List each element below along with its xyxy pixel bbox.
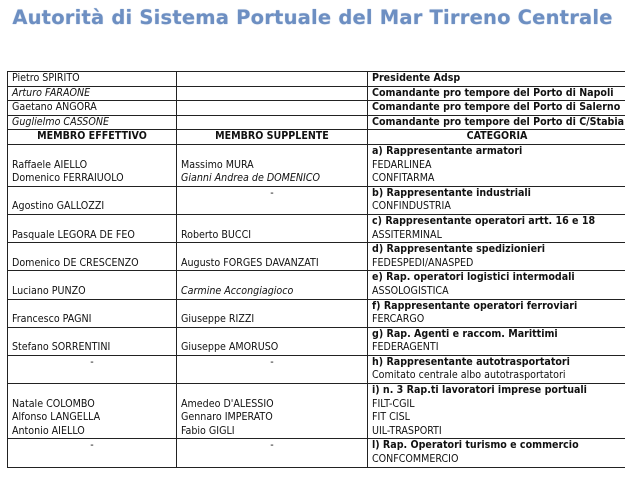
supplente-cell (177, 384, 368, 439)
supplente-cell (177, 243, 368, 271)
table-row (8, 186, 625, 214)
effettivo-cell (8, 243, 177, 271)
table-row (8, 355, 625, 383)
supplente-cell (177, 186, 368, 214)
table-row (8, 86, 625, 101)
category-org: FIT CISL (372, 411, 410, 424)
supplente-cell (177, 271, 368, 299)
category-org: FERCARGO (372, 313, 425, 326)
table-row (8, 101, 625, 116)
member-name: Luciano PUNZO (12, 284, 86, 297)
table-row (8, 439, 625, 467)
category-org: CONFINDUSTRIA (372, 200, 451, 213)
categoria-cell (368, 439, 625, 467)
table-row (8, 72, 625, 87)
empty-cell (177, 115, 368, 130)
table-row (8, 327, 625, 355)
member-name: Antonio AIELLO (12, 424, 85, 437)
member-name: Gaetano ANGORA (8, 101, 177, 116)
supplente-cell (177, 144, 368, 186)
effettivo-cell (8, 144, 177, 186)
member-name: Domenico FERRAIUOLO (12, 172, 124, 185)
member-name: Amedeo D'ALESSIO (181, 397, 274, 410)
category-title: h) Rappresentante autotrasportatori (372, 355, 570, 368)
category-org: ASSOLOGISTICA (372, 284, 449, 297)
category-title: l) Rap. Operatori turismo e commercio (372, 439, 579, 452)
categoria-cell (368, 271, 625, 299)
member-name: Giuseppe AMORUSO (181, 341, 279, 354)
member-name: - (90, 355, 94, 368)
table-row (8, 144, 625, 186)
table-row (8, 243, 625, 271)
member-name: Augusto FORGES DAVANZATI (181, 256, 319, 269)
category-title: b) Rappresentante industriali (372, 186, 531, 199)
effettivo-cell (8, 271, 177, 299)
category-title: f) Rappresentante operatori ferroviari (372, 299, 578, 312)
member-name: Pietro SPIRITO (8, 72, 177, 87)
category-org: FEDESPEDI/ANASPED (372, 256, 474, 269)
member-name: Arturo FARAONE (8, 86, 177, 101)
member-name: Agostino GALLOZZI (12, 200, 105, 213)
effettivo-cell (8, 355, 177, 383)
categoria-cell (368, 144, 625, 186)
supplente-cell (177, 355, 368, 383)
member-name: Pasquale LEGORA DE FEO (12, 228, 135, 241)
empty-cell (177, 101, 368, 116)
category-title: g) Rap. Agenti e raccom. Marittimi (372, 327, 558, 340)
categoria-cell (368, 384, 625, 439)
category-org: CONFCOMMERCIO (372, 453, 459, 466)
supplente-cell (177, 214, 368, 242)
member-name: - (90, 439, 94, 452)
category-org: FEDARLINEA (372, 158, 432, 171)
member-role: Comandante pro tempore del Porto di Salerno (368, 101, 625, 116)
member-name: Gianni Andrea de DOMENICO (181, 172, 321, 185)
member-name: - (270, 439, 274, 452)
member-name: - (270, 355, 274, 368)
category-title: i) n. 3 Rap.ti lavoratori imprese portuali (372, 384, 587, 397)
category-title: d) Rappresentante spedizionieri (372, 243, 546, 256)
empty-cell (177, 72, 368, 87)
empty-cell (177, 86, 368, 101)
member-name: Fabio GIGLI (181, 424, 235, 437)
member-name: Francesco PAGNI (12, 313, 92, 326)
committee-table (7, 71, 625, 468)
member-name: Alfonso LANGELLA (12, 411, 101, 424)
categoria-cell (368, 243, 625, 271)
category-title: e) Rap. operatori logistici intermodali (372, 271, 575, 284)
member-role: Presidente Adsp (368, 72, 625, 87)
header-supplente: MEMBRO SUPPLENTE (177, 130, 368, 145)
effettivo-cell (8, 186, 177, 214)
categoria-cell (368, 186, 625, 214)
categoria-cell (368, 327, 625, 355)
category-org: FILT-CGIL (372, 397, 415, 410)
member-name: Domenico DE CRESCENZO (12, 256, 139, 269)
header-categoria: CATEGORIA (368, 130, 625, 145)
member-name: - (270, 186, 274, 199)
effettivo-cell (8, 327, 177, 355)
effettivo-cell (8, 439, 177, 467)
member-name: Guglielmo CASSONE (8, 115, 177, 130)
member-name: Roberto BUCCI (181, 228, 252, 241)
category-org: FEDERAGENTI (372, 341, 439, 354)
category-org: Comitato centrale albo autotrasportatori (372, 369, 566, 382)
table-row (8, 384, 625, 439)
member-name: Massimo MURA (181, 158, 254, 171)
category-org: UIL-TRASPORTI (372, 424, 442, 437)
header-effettivo: MEMBRO EFFETTIVO (8, 130, 177, 145)
category-org: CONFITARMA (372, 172, 435, 185)
table-row (8, 115, 625, 130)
supplente-cell (177, 439, 368, 467)
page-title: Autorità di Sistema Portuale del Mar Tirreno Centrale (12, 6, 613, 29)
member-name: Natale COLOMBO (12, 397, 95, 410)
member-name: Gennaro IMPERATO (181, 411, 273, 424)
member-name: Carmine Accongiagioco (181, 284, 294, 297)
member-role: Comandante pro tempore del Porto di C/Stabia (368, 115, 625, 130)
supplente-cell (177, 299, 368, 327)
table-row (8, 271, 625, 299)
table-row (8, 299, 625, 327)
category-org: ASSITERMINAL (372, 228, 442, 241)
member-name: Giuseppe RIZZI (181, 313, 255, 326)
category-title: c) Rappresentante operatori artt. 16 e 18 (372, 214, 596, 227)
categoria-cell (368, 355, 625, 383)
table-header-row (8, 130, 625, 145)
effettivo-cell (8, 299, 177, 327)
category-title: a) Rappresentante armatori (372, 144, 523, 157)
effettivo-cell (8, 214, 177, 242)
member-role: Comandante pro tempore del Porto di Napoli (368, 86, 625, 101)
member-name: Raffaele AIELLO (12, 158, 88, 171)
table-row (8, 214, 625, 242)
member-name: Stefano SORRENTINI (12, 341, 111, 354)
categoria-cell (368, 299, 625, 327)
supplente-cell (177, 327, 368, 355)
effettivo-cell (8, 384, 177, 439)
categoria-cell (368, 214, 625, 242)
